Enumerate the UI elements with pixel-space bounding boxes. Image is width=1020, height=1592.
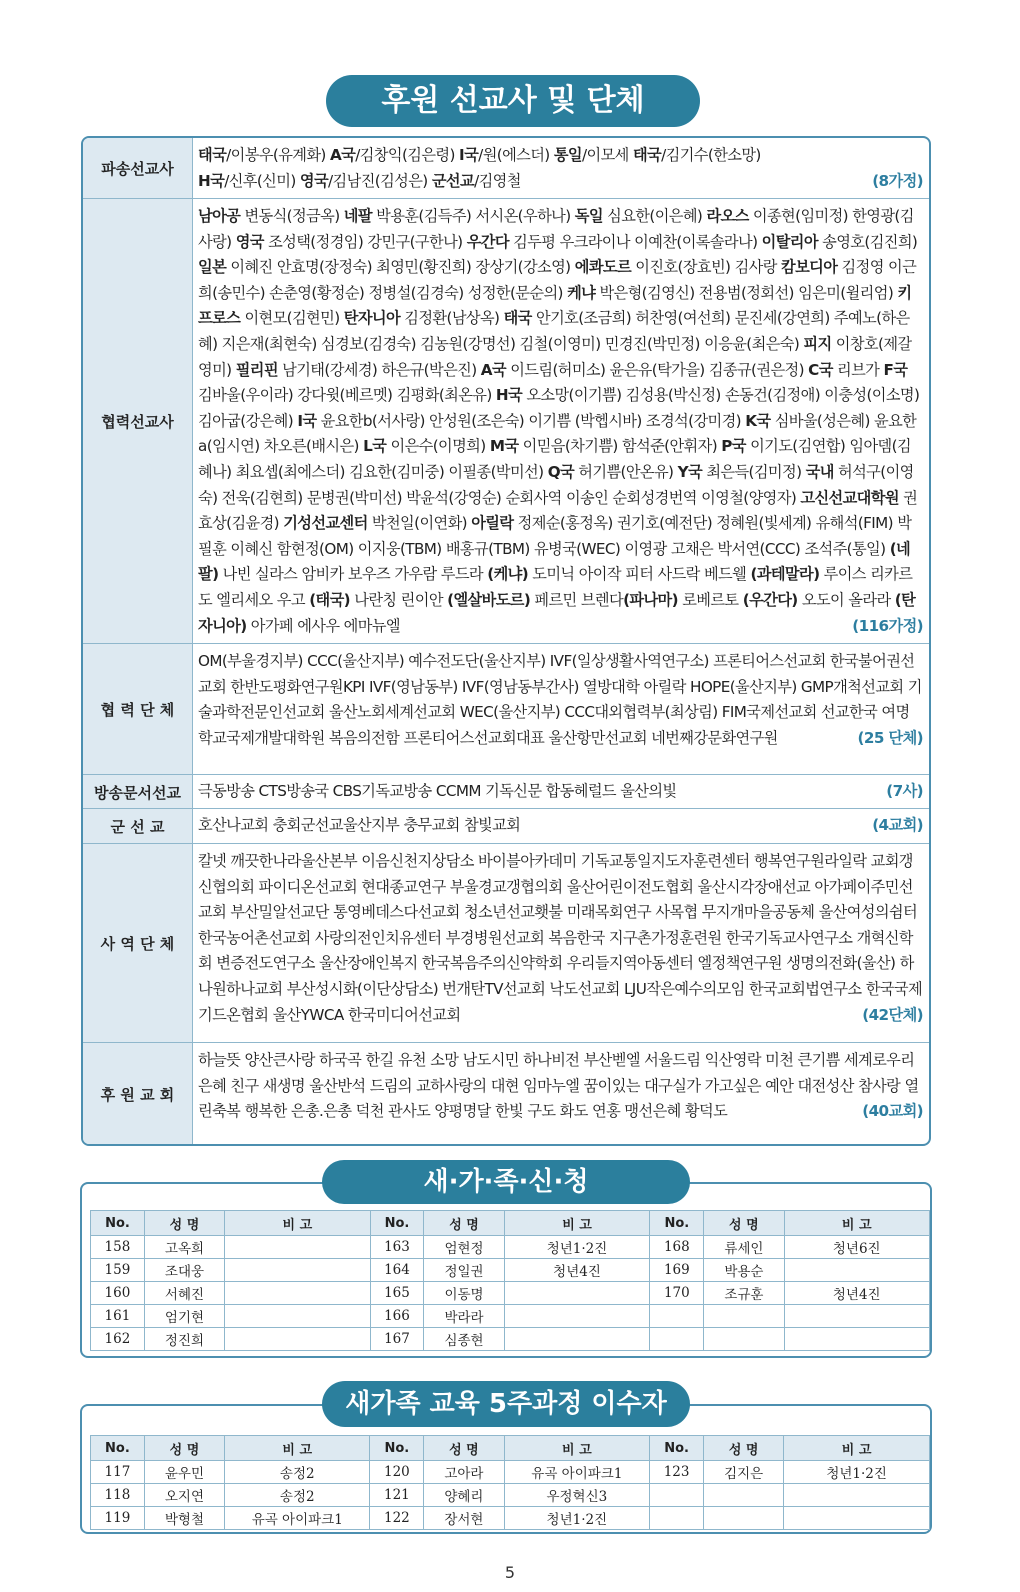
table-cell xyxy=(650,1305,704,1328)
section-count: (4교회) xyxy=(872,816,923,834)
column-header: 비 고 xyxy=(504,1436,650,1461)
table-header xyxy=(91,1436,930,1461)
section-label: 파송선교사 xyxy=(83,138,193,198)
table-cell: 121 xyxy=(370,1484,424,1507)
table-cell: 169 xyxy=(650,1259,704,1282)
table-cell xyxy=(504,1305,650,1328)
section-row xyxy=(83,198,929,644)
table-cell: 서혜진 xyxy=(144,1282,224,1305)
column-header: 성 명 xyxy=(424,1211,504,1236)
table-cell: 166 xyxy=(370,1305,424,1328)
column-header: 성 명 xyxy=(424,1436,504,1461)
table-cell xyxy=(504,1328,650,1351)
section-content: 태국/이봉우(유계화) A국/김창익(김은령) I국/원(에스더) 통일/이모세 태국/김기수(한소망) H국/신후(신미) 영국/김남진(김성은) 군선교/김영철 (8가정) xyxy=(198,143,923,194)
column-header: No. xyxy=(370,1211,424,1236)
table-row xyxy=(91,1328,930,1351)
table-cell xyxy=(784,1305,930,1328)
table-cell: 160 xyxy=(91,1282,145,1305)
table-cell: 청년1·2진 xyxy=(784,1461,930,1484)
section-label: 후 원 교 회 xyxy=(83,1043,193,1145)
column-header: 성 명 xyxy=(144,1436,224,1461)
section-count: (42단체) xyxy=(862,1005,923,1024)
section-count: (25 단체) xyxy=(857,728,923,747)
table-cell: 161 xyxy=(91,1305,145,1328)
column-header: 비 고 xyxy=(225,1211,370,1236)
table-cell: 고아라 xyxy=(424,1461,504,1484)
education-title: 새가족 교육 5주과정 이수자 xyxy=(322,1381,690,1427)
table-cell: 120 xyxy=(370,1461,424,1484)
table-cell: 박라라 xyxy=(424,1305,504,1328)
table-cell: 158 xyxy=(91,1236,145,1259)
table-cell: 박형철 xyxy=(144,1507,224,1530)
table-cell: 심종현 xyxy=(424,1328,504,1351)
table-row xyxy=(91,1259,930,1282)
section-row xyxy=(83,774,929,809)
section-row xyxy=(83,1042,929,1145)
table-cell xyxy=(225,1282,370,1305)
column-header: No. xyxy=(91,1211,145,1236)
table-cell: 청년4진 xyxy=(504,1259,650,1282)
section-content: 극동방송 CTS방송국 CBS기독교방송 CCMM 기독신문 합동헤럴드 울산의빛 (7사) xyxy=(198,779,923,805)
section-row xyxy=(83,808,929,844)
table-header xyxy=(91,1211,930,1236)
table-cell: 조규훈 xyxy=(704,1282,784,1305)
table-cell xyxy=(225,1305,370,1328)
table-cell: 165 xyxy=(370,1282,424,1305)
table-cell xyxy=(704,1507,784,1530)
table-cell: 162 xyxy=(91,1328,145,1351)
new-family-table xyxy=(90,1210,930,1351)
page-title: 후원 선교사 및 단체 xyxy=(326,75,700,127)
table-row xyxy=(91,1282,930,1305)
column-header: No. xyxy=(370,1436,424,1461)
table-cell: 119 xyxy=(91,1507,145,1530)
table-cell: 청년6진 xyxy=(784,1236,930,1259)
column-header: 성 명 xyxy=(704,1211,784,1236)
section-row xyxy=(83,138,929,198)
table-cell: 168 xyxy=(650,1236,704,1259)
column-header: 비 고 xyxy=(225,1436,370,1461)
table-row xyxy=(91,1484,930,1507)
page-number: 5 xyxy=(504,1563,516,1582)
table-cell xyxy=(650,1484,704,1507)
table-row xyxy=(91,1236,930,1259)
column-header: No. xyxy=(650,1211,704,1236)
table-cell xyxy=(225,1236,370,1259)
table-cell: 엄현정 xyxy=(424,1236,504,1259)
section-count: (7사) xyxy=(886,782,923,800)
table-cell xyxy=(704,1305,784,1328)
table-row xyxy=(91,1507,930,1530)
table-cell xyxy=(784,1484,930,1507)
column-header: No. xyxy=(91,1436,145,1461)
section-label: 군 선 교 xyxy=(83,809,193,844)
table-cell: 김지은 xyxy=(704,1461,784,1484)
table-cell: 청년4진 xyxy=(784,1282,930,1305)
table-cell: 정진희 xyxy=(144,1328,224,1351)
table-cell xyxy=(650,1328,704,1351)
table-cell xyxy=(704,1328,784,1351)
table-cell: 159 xyxy=(91,1259,145,1282)
table-cell: 조대웅 xyxy=(144,1259,224,1282)
section-row xyxy=(83,843,929,1043)
table-cell: 122 xyxy=(370,1507,424,1530)
column-header: No. xyxy=(650,1436,704,1461)
table-cell xyxy=(650,1507,704,1530)
table-cell: 고옥희 xyxy=(144,1236,224,1259)
section-row xyxy=(83,643,929,775)
table-cell: 167 xyxy=(370,1328,424,1351)
section-content: 칼넷 깨끗한나라울산본부 이음신천지상담소 바이블아카데미 기독교통일지도자훈련센터 행복연구원라일락 교회갱신협의회 파이디온선교회 현대종교연구 부울경교갱협의회 울산어린이전도협회 울산시각장애선교 아가페이주민선교회 부산밀알선교단 통영베데스다선교회 청소년선교횃불 미래목회연구 사목협 무지개마을공동체 울산여성의쉼터 한국농어촌선교회 사랑의전인치유센터 부경병원선교회 복음한국 지구촌가정훈련원 한국기독교사연구소 개혁신학회 변증전도연구소 울산장애인복지 한국복음주의신약학회 우리들지역아동센터 엘정책연구원 생명의전화(울산) 하나원하나교회 부산성시화(이단상담소) 번개탄TV선교회 낙도선교회 LJU작은예수의모임 한국교회법연구소 한국국제기드온협회 울산YWCA 한국미디어선교회 (42단체) xyxy=(198,849,923,1028)
table-cell: 118 xyxy=(91,1484,145,1507)
section-label: 사 역 단 체 xyxy=(83,844,193,1043)
table-cell: 윤우민 xyxy=(144,1461,224,1484)
table-cell: 164 xyxy=(370,1259,424,1282)
table-cell xyxy=(225,1259,370,1282)
table-cell: 박용순 xyxy=(704,1259,784,1282)
education-table xyxy=(90,1435,930,1530)
table-cell: 163 xyxy=(370,1236,424,1259)
column-header: 비 고 xyxy=(504,1211,650,1236)
sponsor-table xyxy=(81,136,931,1146)
section-label: 방송문서선교 xyxy=(83,775,193,809)
table-cell: 오지연 xyxy=(144,1484,224,1507)
table-cell: 우정혁신3 xyxy=(504,1484,650,1507)
table-cell: 유곡 아이파크1 xyxy=(504,1461,650,1484)
column-header: 비 고 xyxy=(784,1211,930,1236)
section-label: 협 력 단 체 xyxy=(83,644,193,775)
table-cell xyxy=(784,1328,930,1351)
section-content: 남아공 변동식(정금옥) 네팔 박용훈(김득주) 서시온(우하나) 독일 심요한(이은혜) 라오스 이종현(임미정) 한영광(김사랑) 영국 조성택(정경임) 강민구(구한나) 우간다 김두평 우크라이나 이예찬(이록솔라나) 이탈리아 송영호(김진희) 일본 이혜진 안효명(장정숙) 최영민(황진희) 장상기(강소영) 에콰도르 이진호(장효빈) 김사랑 캄보디아 김정영 이근희(송민수) 손춘영(황정순) 정병설(김경숙) 성정한(문순의) 케냐 박은형(김영신) 전용범(정회선) 임은미(윌리엄) 키프로스 이현모(김현민) 탄자니아 김정환(남상옥) 태국 안기호(조금희) 허찬영(여선희) 문진세(강연희) 주예노(하은혜) 지은재(최현숙) 심경보(김경숙) 김농원(강명선) 김철(이영미) 민경진(박민정) 이응윤(최은숙) 피지 이창호(제갈영미) 필리핀 남기태(강세경) 하은규(박은진) A국 이드림(허미소) 윤은유(탁가을) 김종규(권은정) C국 리브가 F국 김바울(우이라) 강다윗(베르멧) 김평화(최온유) H국 오소망(이기쁨) 김성용(박신정) 손동건(김정애) 이충성(이소명) 김아굽(강은혜) I국 윤요한b(서사랑) 안성원(조은숙) 이기쁨 (박헵시바) 조경석(강미경) K국 심바울(성은혜) 윤요한a(임시연) 차오른(배시은) L국 이은수(이명희) M국 이믿음(차기쁨) 함석준(안휘자) P국 이기도(김연합) 임아뎀(김혜나) 최요셉(최에스더) 김요한(김미중) 이필종(박미선) Q국 허기쁨(안온유) Y국 최은득(김미정) 국내 허석구(이영숙) 전욱(김현희) 문병권(박미선) 박윤석(강영순) 순회사역 이송인 순회성경번역 이영철(양영자) 고신선교대학원 권효상(김윤경) 기성선교센터 박천일(이연화) 아릴락 정제순(홍정옥) 권기호(예전단) 정혜원(빛세계) 유해석(FIM) 박필훈 이혜신 함현정(OM) 이지웅(TBM) 배홍규(TBM) 유병국(WEC) 이영광 고채은 박서연(CCC) 조석주(통일) (네팔) 나빈 실라스 암비카 보우즈 가우람 루드라 (케냐) 도미닉 아이작 피터 사드락 베드웰 (과테말라) 루이스 리카르도 엘리세오 우고 (태국) 나란칭 린이안 (엘살바도르) 페르민 브렌다(파나마) 로베르토 (우간다) 오도이 올라라 (탄자니아) 아가페 에사우 에마뉴엘 (116가정) xyxy=(198,204,923,639)
table-cell xyxy=(225,1328,370,1351)
new-family-box xyxy=(80,1182,932,1358)
table-cell: 117 xyxy=(91,1461,145,1484)
table-cell: 청년1·2진 xyxy=(504,1507,650,1530)
new-family-title: 새·가·족·신·청 xyxy=(322,1160,690,1204)
section-count: (8가정) xyxy=(872,171,923,190)
table-cell: 170 xyxy=(650,1282,704,1305)
table-cell: 123 xyxy=(650,1461,704,1484)
section-content: OM(부울경지부) CCC(울산지부) 예수전도단(울산지부) IVF(일상생활사역연구소) 프론티어스선교회 한국불어권선교회 한반도평화연구원KPI IVF(영남동부) IVF(영남동부간사) 열방대학 아릴락 HOPE(울산지부) GMP개척선교회 기술과학전문인선교회 울산노회세계선교회 WEC(울산지부) CCC대외협력부(최상림) FIM국제선교회 선교한국 여명학교국제개발대학원 복음의전함 프론티어스선교회대표 울산항만선교회 네번째강문화연구원 (25 단체) xyxy=(198,649,923,751)
section-label: 협력선교사 xyxy=(83,199,193,644)
column-header: 성 명 xyxy=(704,1436,784,1461)
table-row xyxy=(91,1305,930,1328)
table-cell xyxy=(704,1484,784,1507)
table-cell: 양혜리 xyxy=(424,1484,504,1507)
table-cell xyxy=(784,1259,930,1282)
table-cell: 유곡 아이파크1 xyxy=(225,1507,370,1530)
section-content: 호산나교회 충회군선교울산지부 충무교회 참빛교회 (4교회) xyxy=(198,813,923,839)
table-cell: 청년1·2진 xyxy=(504,1236,650,1259)
column-header: 비 고 xyxy=(784,1436,930,1461)
table-row xyxy=(91,1461,930,1484)
table-cell: 엄기현 xyxy=(144,1305,224,1328)
table-cell xyxy=(504,1282,650,1305)
column-header: 성 명 xyxy=(144,1211,224,1236)
section-count: (40교회) xyxy=(862,1102,923,1121)
table-cell xyxy=(784,1507,930,1530)
table-cell: 이동명 xyxy=(424,1282,504,1305)
table-cell: 정일권 xyxy=(424,1259,504,1282)
table-cell: 송정2 xyxy=(225,1484,370,1507)
table-cell: 류세인 xyxy=(704,1236,784,1259)
section-count: (116가정) xyxy=(852,616,923,635)
table-cell: 송정2 xyxy=(225,1461,370,1484)
section-content: 하늘뜻 양산큰사랑 하국곡 한길 유천 소망 남도시민 하나비전 부산벧엘 서울드림 익산영락 미천 큰기쁨 세계로우리 은혜 친구 새생명 울산반석 드림의 교하사랑의 대현 임마누엘 꿈이있는 대구실가 가고싶은 예안 대전성산 참사랑 열린축복 행복한 은총.은총 덕천 관사도 양평명달 한빛 구도 화도 연홍 맹선은혜 황덕도 (40교회) xyxy=(198,1048,923,1125)
table-cell: 장서현 xyxy=(424,1507,504,1530)
